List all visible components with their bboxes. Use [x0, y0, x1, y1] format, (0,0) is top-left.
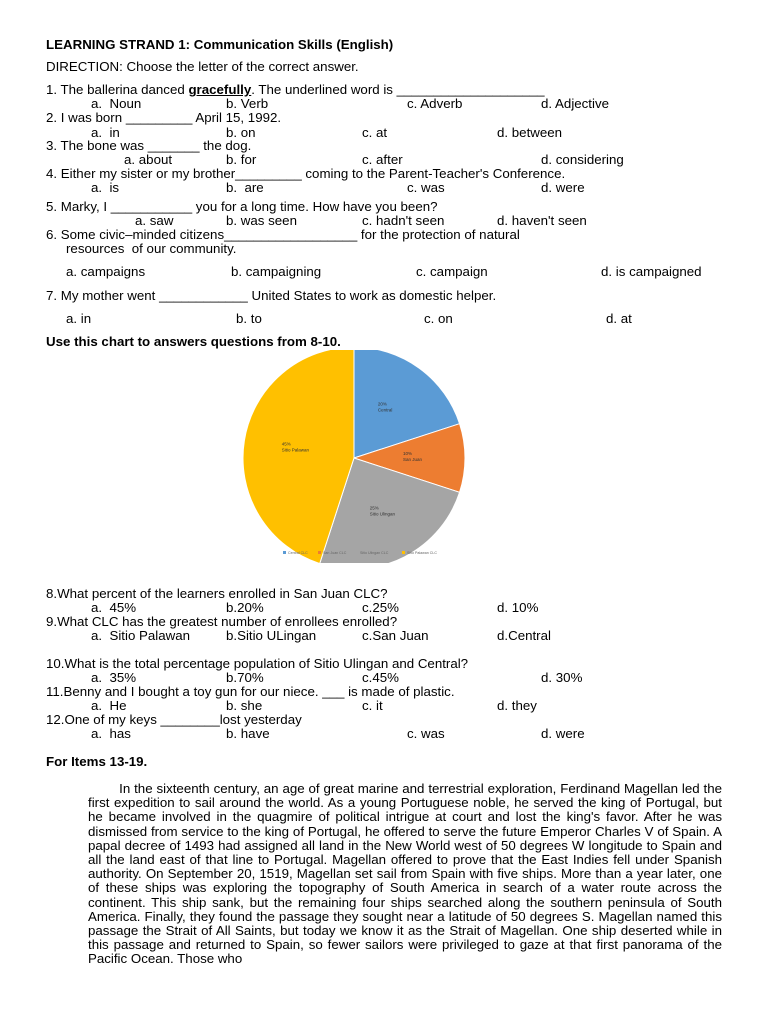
question-3-stem: 3. The bone was _______ the dog. [46, 138, 252, 153]
question-6-stem-cont: resources of our community. [66, 241, 237, 256]
q8-option-c: c.25% [362, 600, 399, 615]
q2-option-c: c. at [362, 125, 388, 140]
legend-label: Central CLC [288, 551, 308, 555]
pie-label-value: 25% [369, 505, 379, 511]
pie-label-value: 45% [281, 441, 291, 447]
q8-option-d: d. 10% [497, 600, 539, 615]
q3-option-d: d. considering [541, 152, 624, 167]
legend-swatch [283, 551, 286, 554]
q6-option-d: d. is campaigned [601, 264, 702, 279]
pie-label-name: Sitio Palawan [281, 447, 309, 453]
pie-label-value: 10% [403, 451, 413, 456]
q2-option-d: d. between [497, 125, 563, 140]
q1-option-c: c. Adverb [407, 96, 463, 111]
q12-option-c: c. was [407, 726, 445, 741]
q1-option-b: b. Verb [226, 96, 269, 111]
strand-heading: LEARNING STRAND 1: Communication Skills (English) [46, 37, 394, 52]
pie-svg [243, 350, 489, 563]
q1-underlined-word: gracefully [188, 82, 252, 97]
question-9-stem: 9.What CLC has the greatest number of enrollees enrolled? [46, 614, 398, 629]
legend-label: Sitio Ulingan CLC [360, 551, 389, 555]
question-6-stem: 6. Some civic–minded citizens__________________ for the protection of natural [46, 227, 520, 242]
q4-option-b: b. are [226, 180, 264, 195]
q9-option-b: b.Sitio ULingan [226, 628, 317, 643]
q9-option-a: a. Sitio Palawan [91, 628, 191, 643]
q10-option-a: a. 35% [91, 670, 137, 685]
q5-option-a: a. saw [135, 213, 174, 228]
question-8-stem: 8.What percent of the learners enrolled in San Juan CLC? [46, 586, 388, 601]
question-12-stem: 12.One of my keys ________lost yesterday [46, 712, 302, 727]
question-10-stem: 10.What is the total percentage population of Sitio Ulingan and Central? [46, 656, 469, 671]
legend-swatch [355, 551, 358, 554]
q2-option-a: a. in [91, 125, 120, 140]
q3-option-c: c. after [362, 152, 403, 167]
question-11-stem: 11.Benny and I bought a toy gun for our niece. ___ is made of plastic. [46, 684, 455, 699]
chart-instruction: Use this chart to answers questions from 8-10. [46, 334, 341, 349]
magellan-passage: In the sixteenth century, an age of great marine and terrestrial exploration, Ferdinand Magellan led the first expedition to sail around the world. As a young Portuguese noble, he served the king of Portugal, but he became involved in the quagmire of political intrigue at court and lost the king's favor. After he was dismissed from service to the king of Portugal, he offered to serve the future Emperor Charles V of Spain. A papal decree of 1493 had assigned all land in the New World west of 50 degrees W longitude to Spain and all the land east of that line to Portugal. Magellan offered to prove that the East Indies fell under Spanish authority. On September 20, 1519, Magellan set sail from Spain with five ships. More than a year later, one of these ships was exploring the topography of South America in search of a water route across the continent. This ship sank, but the remaining four ships searched along the southern peninsula of South America. Finally, they found the passage they sought near a latitude of 50 degrees S. Magellan named this passage the Strait of All Saints, but today we know it as the Strait of Magellan. One ship deserted while in this passage and returned to Spain, so fewer sailors were privileged to gaze at that first panorama of the Pacific Ocean. Those who [88, 781, 726, 967]
q6-option-c: c. campaign [416, 264, 488, 279]
q5-option-b: b. was seen [226, 213, 297, 228]
q1-option-d: d. Adjective [541, 96, 610, 111]
question-4-stem: 4. Either my sister or my brother_________ coming to the Parent-Teacher's Conference. [46, 166, 566, 181]
legend-swatch [318, 551, 321, 554]
q12-option-d: d. were [541, 726, 585, 741]
items-13-19-heading: For Items 13-19. [46, 754, 148, 769]
q6-option-a: a. campaigns [66, 264, 146, 279]
q1-stem-part: . The underlined word is ____________________ [251, 82, 545, 97]
q8-option-b: b.20% [226, 600, 264, 615]
q5-option-c: c. hadn't seen [362, 213, 445, 228]
direction-text: DIRECTION: Choose the letter of the correct answer. [46, 59, 359, 74]
q9-option-c: c.San Juan [362, 628, 429, 643]
q4-option-d: d. were [541, 180, 585, 195]
q10-option-d: d. 30% [541, 670, 583, 685]
q5-option-d: d. haven't seen [497, 213, 587, 228]
q10-option-c: c.45% [362, 670, 399, 685]
q7-option-b: b. to [236, 311, 262, 326]
legend-label: Sitio Palawan CLC [407, 551, 437, 555]
q11-option-d: d. they [497, 698, 537, 713]
q7-option-c: c. on [424, 311, 453, 326]
q9-option-d: d.Central [497, 628, 551, 643]
q1-option-a: a. Noun [91, 96, 142, 111]
q1-stem-part: 1. The ballerina danced [46, 82, 189, 97]
q4-option-a: a. is [91, 180, 120, 195]
question-5-stem: 5. Marky, I ___________ you for a long time. How have you been? [46, 199, 438, 214]
pie-label-name: Sitio Ulingan [369, 511, 395, 517]
q7-option-a: a. in [66, 311, 92, 326]
pie-label-name: Central [377, 407, 393, 413]
question-1-stem [46, 82, 545, 97]
q12-option-a: a. has [91, 726, 131, 741]
q10-option-b: b.70% [226, 670, 264, 685]
q2-option-b: b. on [226, 125, 256, 140]
q4-option-c: c. was [407, 180, 445, 195]
pie-label-name: San Juan [403, 457, 423, 462]
legend-label: San Juan CLC [323, 551, 347, 555]
q11-option-a: a. He [91, 698, 127, 713]
pie-label-value: 20% [377, 401, 387, 407]
q6-option-b: b. campaigning [231, 264, 322, 279]
q3-option-a: a. about [124, 152, 173, 167]
q7-option-d: d. at [606, 311, 632, 326]
q3-option-b: b. for [226, 152, 257, 167]
population-pie-chart [243, 350, 489, 563]
legend-swatch [402, 551, 405, 554]
question-7-stem: 7. My mother went ____________ United States to work as domestic helper. [46, 288, 497, 303]
q11-option-b: b. she [226, 698, 263, 713]
q11-option-c: c. it [362, 698, 383, 713]
q8-option-a: a. 45% [91, 600, 137, 615]
q12-option-b: b. have [226, 726, 270, 741]
question-2-stem: 2. I was born _________ April 15, 1992. [46, 110, 282, 125]
